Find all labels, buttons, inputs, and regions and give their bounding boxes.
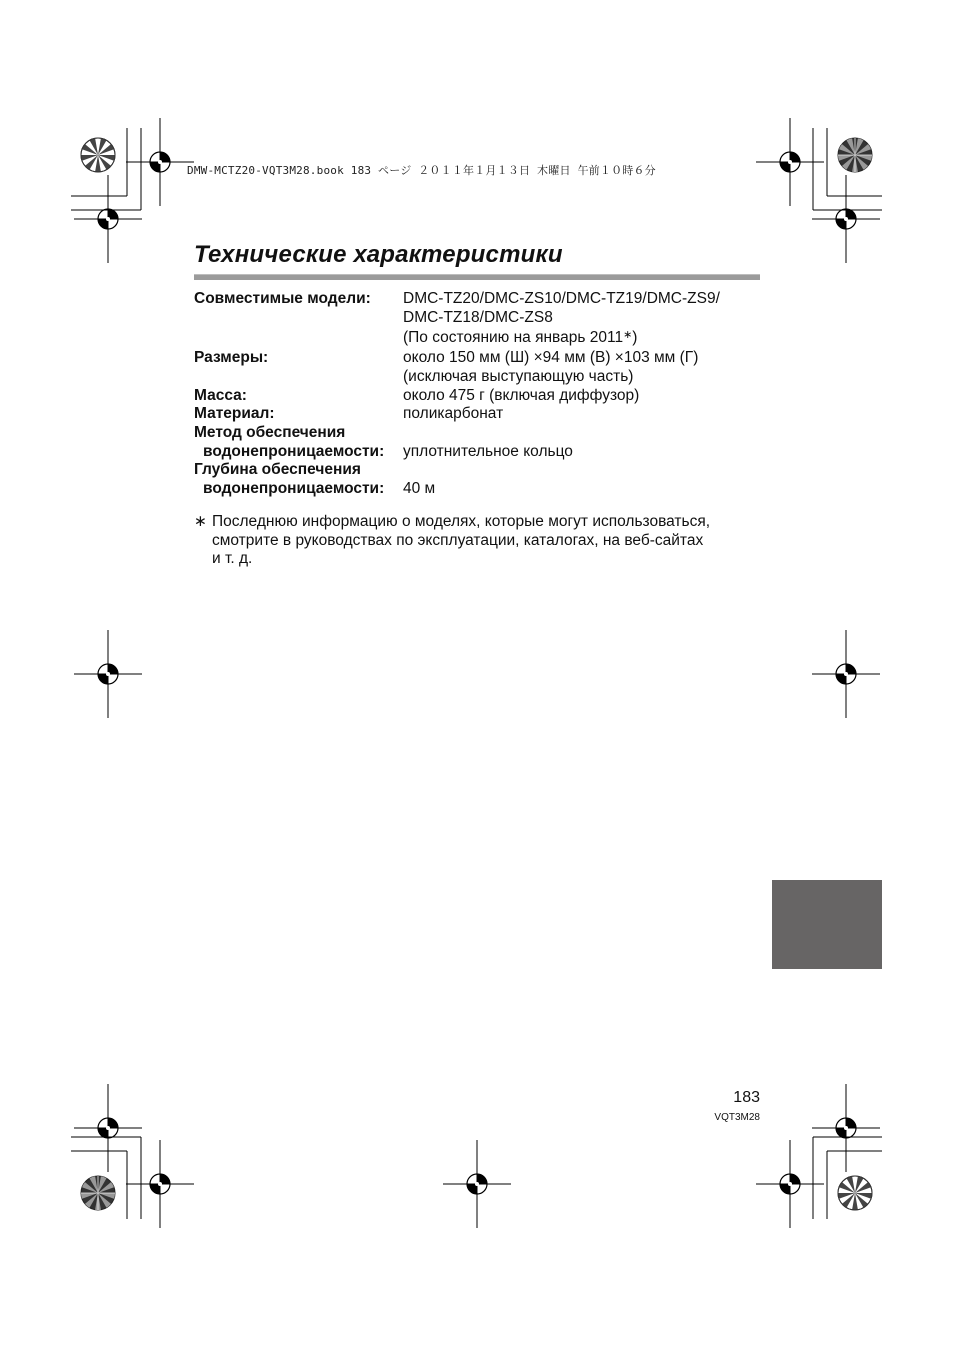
spec-value-line	[403, 461, 764, 480]
registration-star-icon	[81, 1176, 115, 1210]
spec-label	[194, 461, 403, 498]
registration-star-icon	[838, 138, 872, 172]
registration-mark-icon	[126, 118, 194, 206]
spec-row-mass	[194, 387, 764, 406]
spec-row-models	[194, 290, 764, 349]
registration-mark-icon	[812, 175, 880, 263]
models-note-text: (По состоянию на январь 2011	[403, 329, 624, 347]
registration-star-icon	[838, 1176, 872, 1210]
spec-label: Масса:	[194, 386, 247, 404]
asterisk-mark: ∗	[194, 513, 207, 530]
section-tab-block	[772, 880, 882, 969]
spec-row-waterproof-depth	[194, 461, 764, 498]
footnote-line: Последнюю информацию о моделях, которые могут использоваться,	[212, 513, 711, 530]
spec-label-line: Метод обеспечения	[194, 423, 346, 441]
spec-label	[194, 424, 403, 461]
spec-value-line: DMC-TZ18/DMC-ZS8	[403, 308, 553, 326]
document-code: VQT3M28	[714, 1112, 760, 1123]
spec-label-line: водонепроницаемости:	[203, 480, 385, 498]
spec-label: Размеры:	[194, 349, 269, 367]
spec-value-line: (исключая выступающую часть)	[403, 367, 634, 385]
registration-mark-icon	[812, 1084, 880, 1172]
registration-mark-icon	[812, 630, 880, 718]
footnote	[194, 513, 764, 569]
spec-value-line: около 150 мм (Ш) ×94 мм (В) ×103 мм (Г)	[403, 349, 699, 367]
page-number: 183	[733, 1089, 760, 1106]
spec-value: поликарбонат	[403, 405, 504, 423]
spec-list	[194, 290, 764, 499]
spec-label: Совместимые модели:	[194, 290, 371, 307]
registration-mark-icon	[756, 118, 824, 206]
spec-value	[403, 349, 764, 386]
spec-label-line: Глубина обеспечения	[194, 461, 361, 479]
spec-row-material	[194, 405, 764, 424]
registration-mark-icon	[74, 175, 142, 263]
title-rule	[194, 274, 760, 280]
spec-value	[403, 461, 764, 498]
spec-label: Материал:	[194, 405, 275, 423]
spec-value-line: уплотнительное кольцо	[403, 442, 573, 460]
registration-star-icon	[81, 138, 115, 172]
spec-row-dimensions	[194, 349, 764, 386]
spec-label-line: водонепроницаемости:	[203, 442, 385, 460]
spec-value-line: DMC-TZ20/DMC-ZS10/DMC-TZ19/DMC-ZS9/	[403, 290, 720, 307]
spec-value	[403, 424, 764, 461]
registration-mark-icon	[126, 1140, 194, 1228]
spec-value-line	[403, 329, 764, 349]
spec-value-line: 40 м	[403, 480, 436, 498]
models-note-close: )	[632, 329, 638, 347]
registration-mark-icon	[74, 1084, 142, 1172]
footnote-line: и т. д.	[212, 550, 253, 568]
registration-mark-icon	[756, 1140, 824, 1228]
footnote-line: смотрите в руководствах по эксплуатации, каталогах, на веб-сайтах	[212, 531, 704, 549]
footnote-text	[194, 513, 764, 569]
spec-value	[403, 290, 764, 349]
spec-value-line	[403, 424, 764, 443]
spec-row-waterproof-method	[194, 424, 764, 461]
registration-mark-icon	[443, 1140, 511, 1228]
print-slug: DMW-MCTZ20-VQT3M28.book 183 ページ ２０１１年１月１３日 木曜日 午前１０時６分	[187, 164, 656, 177]
page-title: Технические характеристики	[194, 241, 563, 268]
spec-value: около 475 г (включая диффузор)	[403, 386, 640, 404]
asterisk-mark: ∗	[623, 329, 633, 342]
registration-mark-icon	[74, 630, 142, 718]
